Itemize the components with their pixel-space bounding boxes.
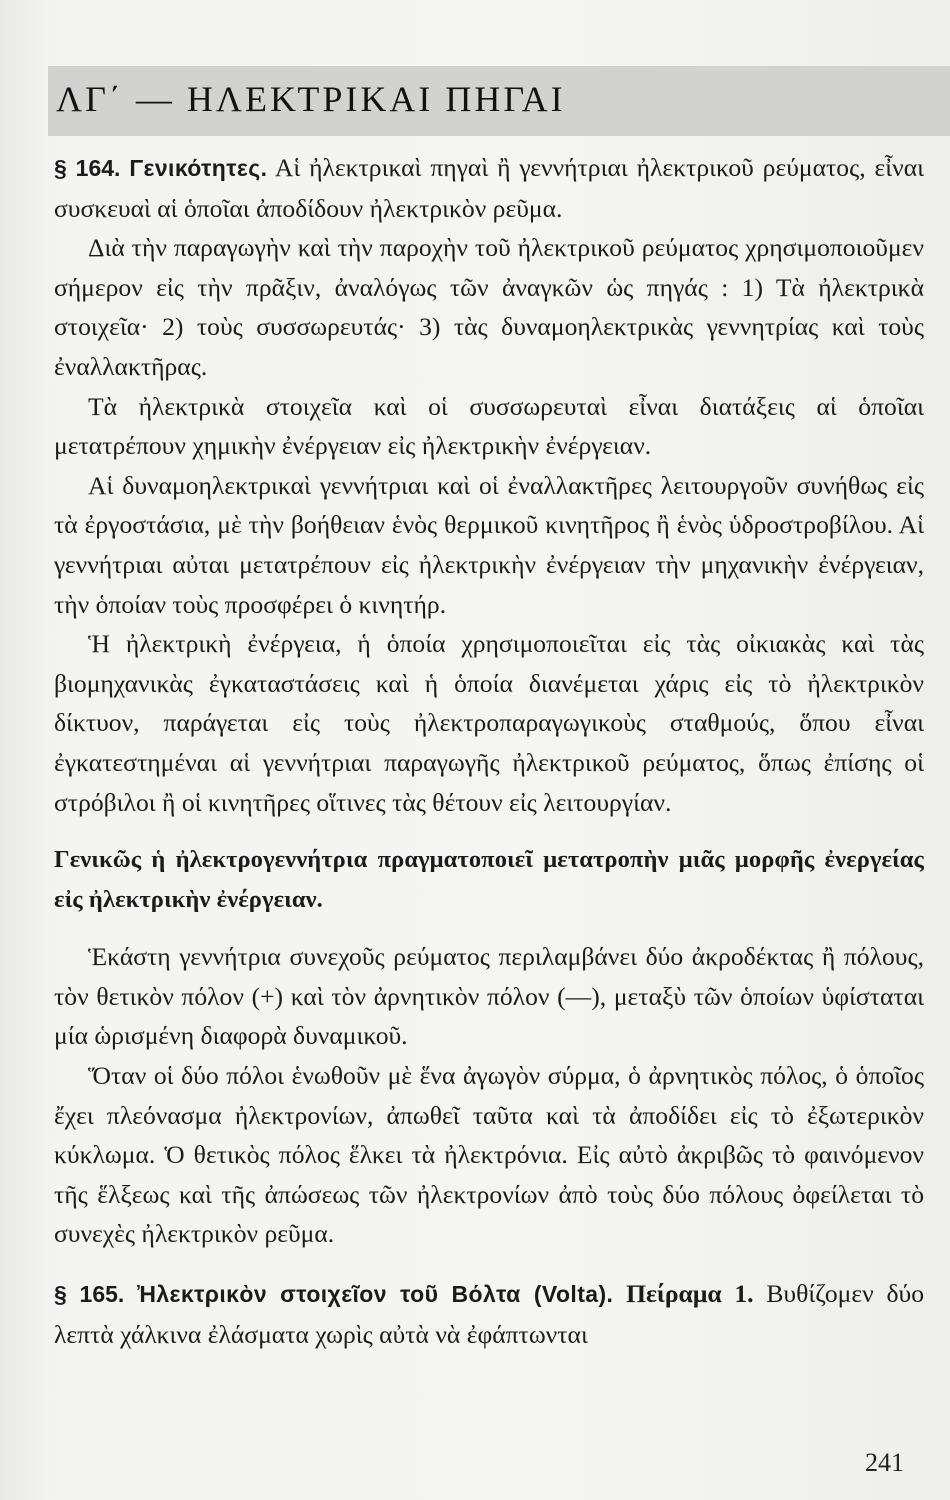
spacer: [54, 919, 924, 937]
section-number: § 165.: [54, 1281, 125, 1308]
paragraph: Ὅταν οἱ δύο πόλοι ἑνωθοῦν μὲ ἕνα ἀγωγὸν σύρμα, ὁ ἀρνητικὸς πόλος, ὁ ὁποῖος ἔχει πλεόνασμα ἠλεκτρονίων, ἀπωθεῖ ταῦτα καὶ τὰ ἀποδίδει εἰς τὸ ἐξωτερικὸν κύκλωμα. Ὁ θετικὸς πόλος ἕλκει τὰ ἠλεκτρόνια. Εἰς αὐτὸ ἀκριβῶς τὸ φαινόμενον τῆς ἕλξεως καὶ τῆς ἀπώσεως τῶν ἠλεκτρονίων ἀπὸ τοὺς δύο πόλους ὀφείλεται τὸ συνεχὲς ἠλεκτρικὸν ρεῦμα.: [54, 1061, 924, 1249]
section-title: Ἠλεκτρικὸν στοιχεῖον τοῦ Βόλτα (Volta).: [137, 1281, 614, 1308]
section-number: § 164.: [54, 155, 121, 181]
experiment-label: Πείραμα 1.: [626, 1279, 754, 1309]
paragraph: Ἑκάστη γεννήτρια συνεχοῦς ρεύματος περιλαμβάνει δύο ἀκροδέκτας ἢ πόλους, τὸν θετικὸν πόλον (+) καὶ τὸν ἀρνητικὸν πόλον (—), μεταξὺ τῶν ὁποίων ὑφίσταται μία ὡρισμένη διαφορὰ δυναμικοῦ.: [54, 942, 924, 1051]
section-title: Γενικότητες.: [129, 155, 268, 181]
chapter-title: ΛΓ΄ — ΗΛΕΚΤΡΙΚΑΙ ΠΗΓΑΙ: [56, 79, 566, 119]
paragraph: Ἡ ἠλεκτρικὴ ἐνέργεια, ἡ ὁποία χρησιμοποιεῖται εἰς τὰς οἰκιακὰς καὶ τὰς βιομηχανικὰς ἐγκαταστάσεις καὶ ἡ ὁποία διανέμεται χάρις εἰς τὸ ἠλεκτρικὸν δίκτυον, παράγεται εἰς τοὺς ἠλεκτροπαραγωγικοὺς σταθμούς, ὅπου εἶναι ἐγκατεστημέναι αἱ γεννήτριαι παραγωγῆς ἠλεκτρικοῦ ρεύματος, ὅπως ἐπίσης οἱ στρόβιλοι ἢ οἱ κινητῆρες οἵτινες τὰς θέτουν εἰς λειτουργίαν.: [54, 629, 924, 817]
paragraph: Αἱ δυναμοηλεκτρικαὶ γεννήτριαι καὶ οἱ ἐναλλακτῆρες λειτουργοῦν συνήθως εἰς τὰ ἐργοστάσια, μὲ τὴν βοήθειαν ἑνὸς θερμικοῦ κινητῆρος ἢ ἑνὸς ὑδροστροβίλου. Αἱ γεννήτριαι αὐται μετατρέπουν εἰς ἠλεκτρικὴν ἐνέργειαν τὴν μηχανικὴν ἐνέργειαν, τὴν ὁποίαν τοὺς προσφέρει ὁ κινητήρ.: [54, 470, 924, 619]
page-body: [54, 148, 924, 1354]
page-number: 241: [865, 1448, 904, 1477]
spacer: [54, 1254, 924, 1274]
paragraph-section-165-intro: [54, 1274, 924, 1354]
spacer: [54, 822, 924, 840]
paragraph: Τὰ ἠλεκτρικὰ στοιχεῖα καὶ οἱ συσσωρευταὶ εἶναι διατάξεις αἱ ὁποῖαι μετατρέπουν χημικὴν ἐνέργειαν εἰς ἠλεκτρικὴν ἐνέργειαν.: [54, 391, 924, 461]
paragraph-text: Αἱ ἠλεκτρικαὶ πηγαὶ ἢ γεννήτριαι ἠλεκτρικοῦ ρεύματος, εἶναι συσκευαὶ αἱ ὁποῖαι ἀποδίδουν ἠλεκτρικὸν ρεῦμα.: [54, 153, 924, 223]
bold-statement: Γενικῶς ἡ ἠλεκτρογεννήτρια πραγματοποιεῖ μετατροπὴν μιᾶς μορφῆς ἐνεργείας εἰς ἠλεκτρικὴν ἐνέργειαν.: [54, 846, 924, 913]
paragraph: Διὰ τὴν παραγωγὴν καὶ τὴν παροχὴν τοῦ ἠλεκτρικοῦ ρεύματος χρησιμοποιοῦμεν σήμερον εἰς τὴν πρᾶξιν, ἀναλόγως τῶν ἀναγκῶν ὡς πηγάς : 1) Τὰ ἠλεκτρικὰ στοιχεῖα· 2) τοὺς συσσωρευτάς· 3) τὰς δυναμοηλεκτρικὰς γεννητρίας καὶ τοὺς ἐναλλακτῆρας.: [54, 233, 924, 381]
paragraph-text: Βυθίζομεν δύο λεπτὰ χάλκινα ἐλάσματα χωρὶς αὐτὰ νὰ ἐφάπτωνται: [54, 1279, 925, 1349]
paragraph-section-164-intro: [54, 148, 924, 228]
